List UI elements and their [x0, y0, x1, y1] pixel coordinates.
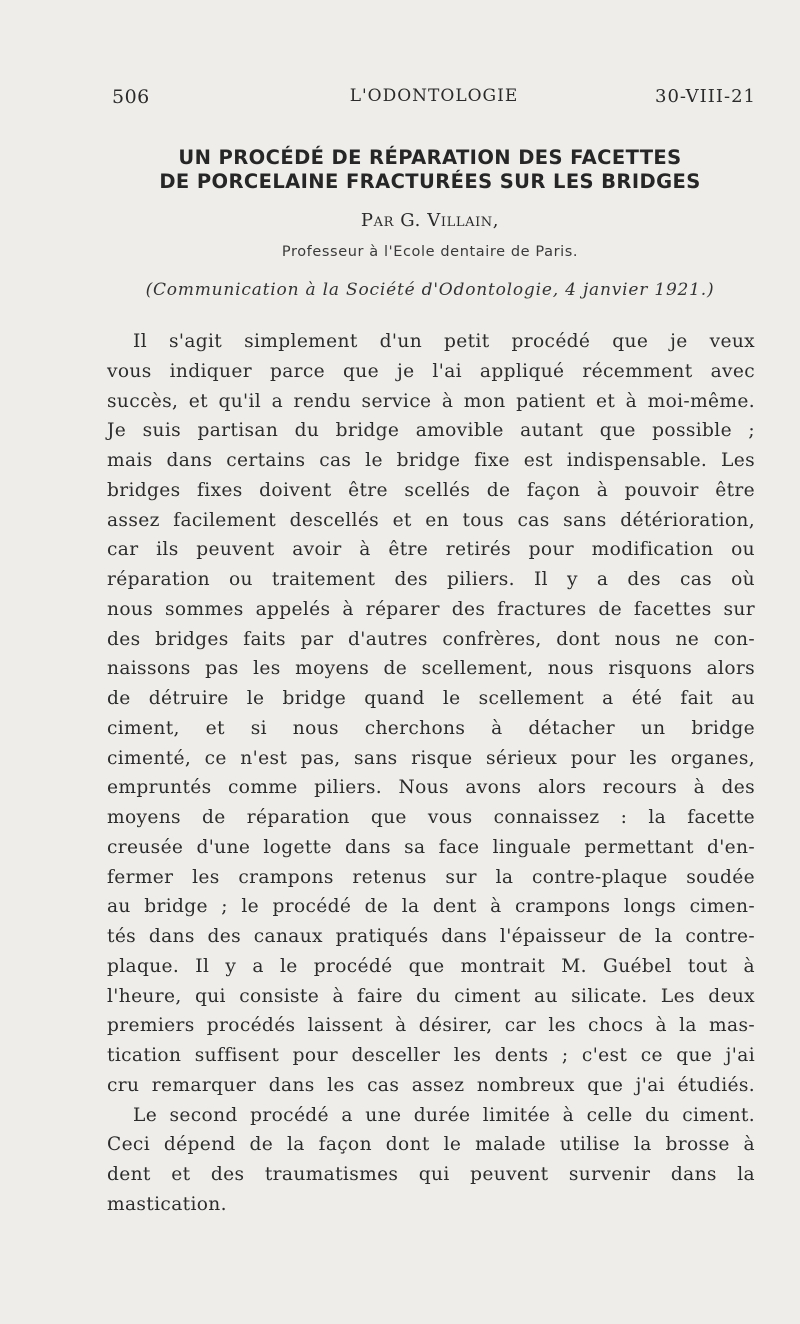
author-affiliation: Professeur à l'Ecole dentaire de Paris. [281, 244, 579, 260]
body-line: cimenté, ce n'est pas, sans risque sérieux pour les organes, [107, 747, 755, 769]
body-line: bridges fixes doivent être scellés de façon à pouvoir être [107, 479, 755, 501]
page-number: 506 [112, 86, 150, 108]
body-line: premiers procédés laissent à désirer, car les chocs à la mas- [107, 1015, 755, 1037]
body-line: Le second procédé a une durée limitée à celle du ciment. [133, 1104, 755, 1126]
body-line: mais dans certains cas le bridge fixe est indispensable. Les [107, 450, 755, 471]
body-line: de détruire le bridge quand le scellement a été fait au [107, 688, 755, 709]
running-head [112, 86, 756, 112]
body-line: car ils peuvent avoir à être retirés pour modification ou [107, 539, 755, 561]
body-line: nous sommes appelés à réparer des fractures de facettes sur [107, 598, 755, 620]
body-line: plaque. Il y a le procédé que montrait M. Guébel tout à [107, 955, 755, 977]
body-line: succès, et qu'il a rendu service à mon patient et à moi-même. [107, 390, 755, 412]
body-line: ciment, et si nous cherchons à détacher un bridge [107, 717, 755, 739]
issue-date: 30-VIII-21 [655, 86, 756, 107]
body-line: moyens de réparation que vous connaissez : la facette [107, 807, 755, 828]
article-title-line: DE PORCELAINE FRACTURÉES SUR LES BRIDGES [159, 170, 701, 193]
body-line: Il s'agit simplement d'un petit procédé que je veux [133, 331, 755, 352]
body-line: creusée d'une logette dans sa face linguale permettant d'en- [107, 836, 755, 858]
body-line: l'heure, qui consiste à faire du ciment au silicate. Les deux [107, 985, 755, 1007]
author-byline: Par G. Villain, [360, 210, 500, 231]
article-body [107, 327, 755, 1220]
body-line: au bridge ; le procédé de la dent à crampons longs cimen- [107, 896, 755, 918]
body-line: empruntés comme piliers. Nous avons alors recours à des [107, 777, 755, 799]
body-line: vous indiquer parce que je l'ai appliqué récemment avec [107, 360, 755, 382]
body-line: tication suffisent pour desceller les dents ; c'est ce que j'ai [107, 1045, 755, 1066]
body-line: tés dans des canaux pratiqués dans l'épaisseur de la contre- [107, 926, 755, 947]
body-line: naissons pas les moyens de scellement, nous risquons alors [107, 658, 755, 680]
communication-note: (Communication à la Société d'Odontologie, 4 janvier 1921.) [145, 280, 715, 300]
body-line: fermer les crampons retenus sur la contre-plaque soudée [107, 866, 755, 888]
body-line: mastication. [107, 1193, 227, 1215]
body-line: dent et des traumatismes qui peuvent survenir dans la [107, 1164, 755, 1185]
body-line: réparation ou traitement des piliers. Il y a des cas où [107, 569, 755, 590]
body-line: assez facilement descellés et en tous cas sans détérioration, [107, 509, 755, 531]
body-line: Ceci dépend de la façon dont le malade utilise la brosse à [107, 1134, 755, 1156]
article-title [100, 146, 760, 194]
body-line: Je suis partisan du bridge amovible autant que possible ; [107, 420, 755, 442]
journal-title: L'ODONTOLOGIE [349, 86, 519, 106]
body-line: cru remarquer dans les cas assez nombreux que j'ai étudiés. [107, 1074, 755, 1096]
article-title-line: UN PROCÉDÉ DE RÉPARATION DES FACETTES [178, 146, 682, 169]
body-line: des bridges faits par d'autres confrères, dont nous ne con- [107, 628, 755, 650]
